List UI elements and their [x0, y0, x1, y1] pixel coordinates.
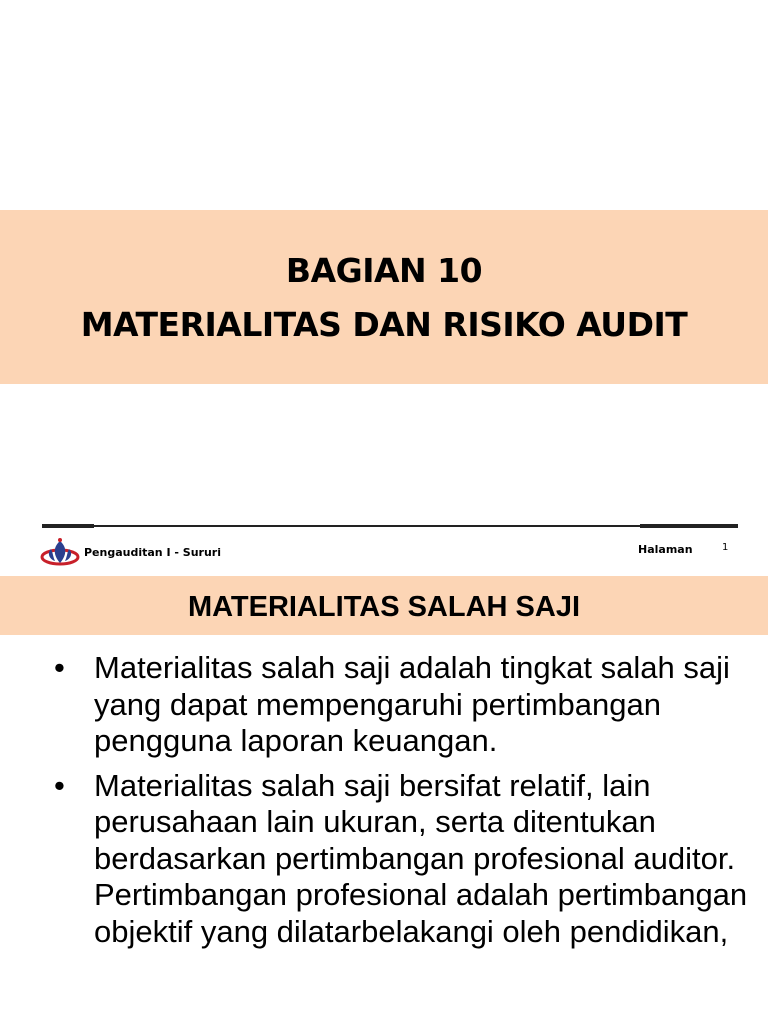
section-title: MATERIALITAS SALAH SAJI: [187, 591, 581, 623]
bullet-list: [54, 650, 754, 958]
slide-title: [0, 244, 768, 352]
footer-divider-accent-right: [640, 524, 738, 528]
slide-title-line-2: MATERIALITAS DAN RISIKO AUDIT: [80, 305, 688, 344]
footer-course-label: Pengauditan I - Sururi: [84, 546, 221, 559]
footer-divider-accent-left: [42, 524, 94, 528]
bullet-marker: •: [54, 650, 65, 685]
slide-title-line-1: BAGIAN 10: [285, 251, 483, 290]
bullet-item: [54, 650, 754, 760]
bullet-item: [54, 768, 754, 951]
university-logo-icon: [40, 537, 80, 567]
footer-divider: [42, 525, 738, 527]
bullet-text: Materialitas salah saji bersifat relatif, lain perusahaan lain ukuran, serta ditentukan berdasarkan pertimbangan profesional auditor. Pertimbangan profesional adalah pertimbangan objektif yang dilatarbelakangi oleh pendidikan,: [94, 767, 748, 949]
bullet-text: Materialitas salah saji adalah tingkat salah saji yang dapat mempengaruhi pertimbangan pengguna laporan keuangan.: [94, 650, 730, 758]
footer-page-number: 1: [722, 542, 729, 553]
footer-page-label: Halaman: [638, 543, 693, 556]
bullet-marker: •: [54, 767, 65, 803]
